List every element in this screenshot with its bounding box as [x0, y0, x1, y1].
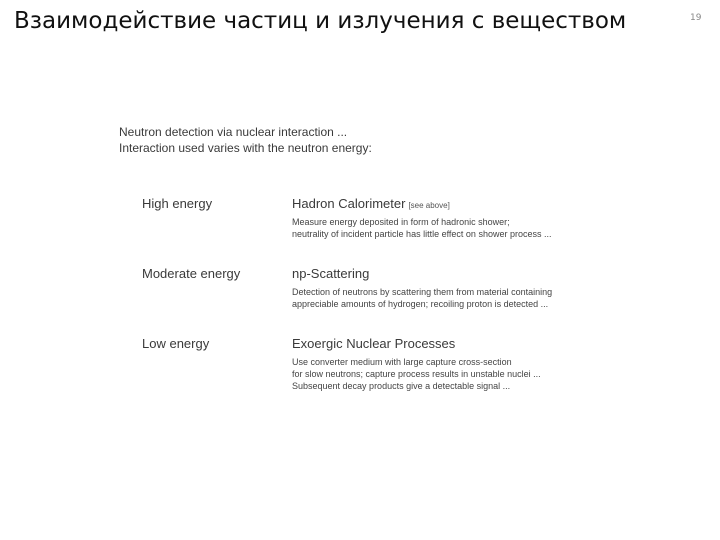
energy-label: Low energy — [142, 336, 210, 351]
energy-label: High energy — [142, 196, 213, 211]
slide-title: Взаимодействие частиц и излучения с веществом — [14, 8, 627, 34]
intro-text — [119, 124, 372, 156]
description-line: Subsequent decay products give a detectable signal ... — [292, 381, 511, 391]
description-line: Measure energy deposited in form of hadronic shower; — [292, 217, 510, 227]
description-line: neutrality of incident particle has little effect on shower process ... — [292, 229, 552, 239]
method-name — [292, 336, 455, 351]
method-title: Exoergic Nuclear Processes — [292, 336, 456, 351]
method-name — [292, 266, 369, 281]
description-line: for slow neutrons; capture process results in unstable nuclei ... — [292, 369, 541, 379]
method-description — [292, 356, 541, 392]
page-number: 19 — [690, 13, 702, 23]
method-title: np-Scattering — [292, 266, 370, 281]
method-description — [292, 216, 551, 240]
method-title: Hadron Calorimeter — [292, 196, 406, 211]
method-description — [292, 286, 552, 310]
description-line: Detection of neutrons by scattering them from material containing — [292, 287, 553, 297]
method-name — [292, 196, 450, 211]
description-line: Use converter medium with large capture cross-section — [292, 357, 512, 367]
method-note: [see above] — [408, 201, 450, 210]
energy-label: Moderate energy — [142, 266, 241, 281]
intro-line: Interaction used varies with the neutron energy: — [119, 141, 372, 155]
slide-content — [112, 122, 617, 405]
intro-line: Neutron detection via nuclear interaction ... — [119, 125, 348, 139]
description-line: appreciable amounts of hydrogen; recoiling proton is detected ... — [292, 299, 549, 309]
